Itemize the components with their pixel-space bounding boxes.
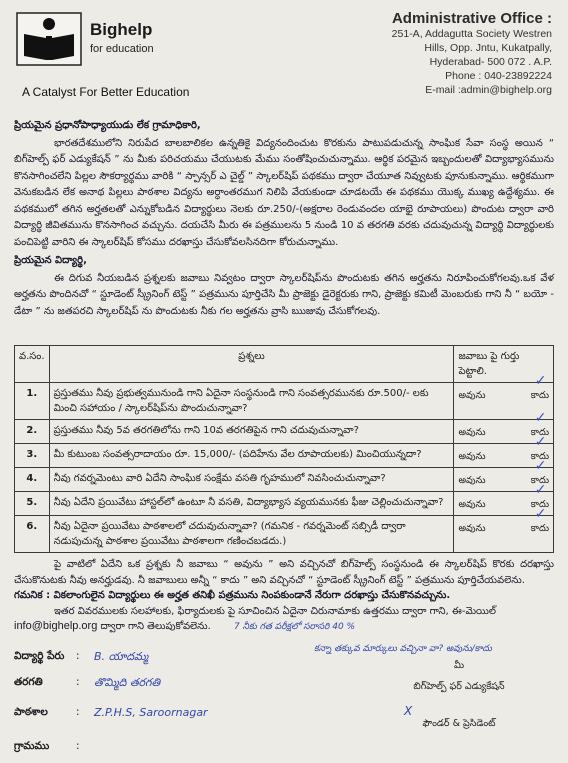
school-label: పాఠశాల xyxy=(14,706,48,718)
handwritten-note: 7 నీకు గత పరీక్షలో సరాసరి 40 % xyxy=(234,622,356,632)
school-value[interactable]: Z.P.H.S, Saroornagar xyxy=(94,706,208,719)
bighelp-logo-icon xyxy=(16,12,82,66)
answer-cell xyxy=(454,506,554,553)
check-mark-icon: ✓ xyxy=(534,482,547,498)
question-text: ప్రస్తుతము నీవు 5వ తరగతిలోను గాని 10వ తరగతిపైన గాని చదువుచున్నావా? xyxy=(49,420,454,444)
question-number: 1. xyxy=(15,383,50,420)
question-number: 5. xyxy=(15,492,50,516)
signature-organization: బిగ్‌హెల్ప్ ఫర్ ఎడ్యుకేషన్ xyxy=(413,681,505,692)
eligibility-table xyxy=(14,345,554,553)
office-email: E-mail :admin@bighelp.org xyxy=(425,84,552,96)
handwritten-question: కన్నా తక్కువ మార్కులు వచ్చినా వా? అవును/కాదు xyxy=(314,644,492,654)
student-name-value[interactable]: B. యాదమ్మ xyxy=(94,650,149,663)
brand-subtitle: for education xyxy=(90,43,154,55)
office-line: 251-A, Addagutta Society Westren xyxy=(391,28,552,40)
table-row xyxy=(15,420,554,444)
brand-name: Bighelp xyxy=(90,20,153,39)
answer-no-option[interactable]: కాదు xyxy=(530,451,549,462)
village-row: గ్రామము : xyxy=(14,740,554,758)
office-phone: Phone : 040-23892224 xyxy=(445,70,552,82)
check-mark-icon: ✓ xyxy=(534,434,547,450)
salutation-student: ప్రియమైన విద్యార్థి, xyxy=(14,255,87,266)
tagline: A Catalyst For Better Education xyxy=(22,85,190,99)
salutation-headmaster: ప్రియమైన ప్రధానోపాధ్యాయుడు లేక గ్రామాధికారి, xyxy=(14,120,201,131)
answer-yes-option[interactable]: అవును xyxy=(458,523,486,534)
letter-footer xyxy=(14,557,554,636)
check-mark-icon: ✓ xyxy=(534,373,547,389)
signature-mark: X xyxy=(404,704,413,718)
question-number: 2. xyxy=(15,420,50,444)
disqualification-paragraph: పై వాటిలో ఏదేని ఒక ప్రశ్నకు నీ జవాబు “ అవును ” అని వచ్చినచో బిగ్‌హెల్ప్ సంస్థనుండి ఈ స్కాలర్‌షిప్ కొరకు దరఖాస్తు చేసుకొనుటకు నీవు అనర్హుడవు. నీ జవాబులు అన్నీ “ కాదు ” అని వచ్చినచో “ స్టూడెంట్ స్క్రీనింగ్ టెస్ట్ ” పత్రమును పూర్తిచేయవలెను. xyxy=(14,559,554,586)
class-row: తరగతి : తొమ్మిది తరగతి xyxy=(14,676,554,694)
office-address xyxy=(392,10,552,97)
office-line: Hills, Opp. Jntu, Kukatpally, xyxy=(424,42,552,54)
question-number: 4. xyxy=(15,468,50,492)
column-header-answer: జవాబు పై గుర్తు పెట్టాలి. xyxy=(454,346,554,383)
instructions-paragraph: ఈ దిగువ నీయబడిన ప్రశ్నలకు జవాబు నివ్వటం ద్వారా స్కాలర్‌షిప్‌ను పొందుటకు తగిన అర్హతను నిరూపించుకోగలవు.ఒక వేళ అర్హతను పొందినచో “ స్టూడెంట్ స్క్రీనింగ్ టెస్ట్ ” పత్రమును పూర్తిచేసి మీ ప్రాజెక్టు డైరెక్టరుకు గాని, ప్రాజెక్టు కమిటీ మెంబరుకు గాని నీ “ బయో - డేటా ” ను జతపరచి స్కాలర్‌షిప్ ను పొందుటకు నీకు గల అర్హతను వ్రాసి ఋజువు చేసుకోగలవు. xyxy=(14,272,554,317)
question-text: ప్రస్తుతము నీవు ప్రభుత్వమునుండి గాని ఏదైనా సంస్థనుండి గాని సంవత్సరమునకు రూ.500/- లకు మించి సహాయం / స్కాలర్‌షిప్‌ను పొందుచున్నావా? xyxy=(49,383,454,420)
table-row xyxy=(15,383,554,420)
check-mark-icon: ✓ xyxy=(534,410,547,426)
column-header-questions: ప్రశ్నలు xyxy=(49,346,454,383)
check-mark-icon: ✓ xyxy=(534,506,547,522)
answer-yes-option[interactable]: అవును xyxy=(458,390,486,401)
class-value[interactable]: తొమ్మిది తరగతి xyxy=(94,676,161,689)
office-line: Hyderabad- 500 072 . A.P. xyxy=(429,56,552,68)
office-title: Administrative Office : xyxy=(391,10,552,27)
intro-paragraph: భారతదేశములోని నిరుపేద బాలబాలికల ఉన్నతికై విద్యనందించుట కొరకును పాటుపడుచున్న సాంఘిక సేవా సంస్థ అయిన “ బిగ్‌హెల్ప్ ఫర్ ఎడ్యుకేషన్ ” ను మీకు పరిచయము చేయుటకు మేము సంతోషించుచున్నాము. ఆర్థిక పరమైన ఇబ్బందులతో విద్యాభ్యాసమును కొనసాగించలేని పిల్లల సౌకర్యార్థము వారికి “ స్పాన్సర్ ఎ చైల్డ్ ” స్కాలర్‌షిప్ పథకము ద్వారా చేయూత నివ్వుటకు పూనుకున్నాము. ఆర్థికముగా వెనుకబడిన లేక అనాథ పిల్లలు పాఠశాల విద్యను అర్ధాంతరముగ నిలిపి వేయకుండా చూడటయే ఈ పథకము యొక్క ముఖ్య ఉద్దేశ్యము. ఈ పథకములో తగిన అర్హతలతో ఎన్నుకోబడిన విద్యార్థులు నెలకు రూ.250/-(అక్షరాల రెండువందల యాభై రూపాయలు) పొందుట ద్వారా వారి విద్యార్థి జీవితమును కొనసాగించ వచ్చును. దయచేసి మీరు ఈ పత్రములను 5 నుండి 10 వ తరగతి వరకు చదువుచున్న విద్యార్థి విద్యార్థులకు పంచిపెట్టి వారిని ఈ స్కాలర్‌షిప్ కోసము దరఖాస్తు చేసుకోవలసినదిగా కోరుచున్నాము. xyxy=(14,137,554,248)
question-text: నీవు ఏదైనా ప్రయివేటు పాఠశాలలో చదువుచున్నావా? (గమనిక - గవర్నమెంట్ సబ్సిడీ ద్వారా నడుపుచున్న పాఠశాల ప్రయివేటు పాఠశాలగా గణించబడదు.) xyxy=(49,516,454,553)
table-row xyxy=(15,516,554,553)
student-name-row: విద్యార్థి పేరు : B. యాదమ్మ xyxy=(14,650,554,668)
question-text: మీ కుటుంబ సంవత్సరాదాయం రూ. 15,000/- (పదిహేను వేల రూపాయలకు) మించియున్నదా? xyxy=(49,444,454,468)
question-text: నీవు ఏదేని ప్రయివేటు హాస్టల్‌లో ఉంటూ నీ వసతి, విద్యాభ్యాస వ్యయమునకు ఫీజు చెల్లించుచున్నావా? xyxy=(49,492,454,516)
signature-mee: మీ xyxy=(453,660,465,671)
signature-block xyxy=(384,660,534,731)
contact-paragraph: ఇతర వివరములకు సలహాలకు, ఫిర్యాదులకు పై సూచించిన ఏదైనా చిరునామాకు ఉత్తరము ద్వారా గాని, ఈ-మెయిల్ xyxy=(54,605,496,617)
school-row: పాఠశాల : Z.P.H.S, Saroornagar xyxy=(14,706,208,719)
question-text: నీవు గవర్నమెంటు వారి ఏదేని సాంఘిక సంక్షేమ వసతి గృహములో నివసించుచున్నావా? xyxy=(49,468,454,492)
answer-no-option[interactable]: కాదు xyxy=(530,499,549,510)
table-row xyxy=(15,468,554,492)
table-row xyxy=(15,444,554,468)
answer-no-option[interactable]: కాదు xyxy=(530,390,549,401)
contact-email-suffix: ద్వారా గాని తెలుపుకోవలెను. xyxy=(100,621,211,632)
letterhead xyxy=(10,8,558,108)
answer-no-option[interactable]: కాదు xyxy=(530,523,549,534)
answer-no-option[interactable]: కాదు xyxy=(530,427,549,438)
table-row xyxy=(15,492,554,516)
answer-yes-option[interactable]: అవును xyxy=(458,499,486,510)
signature-role: ఫౌండర్ & ప్రెసిడెంట్ xyxy=(422,718,496,729)
answer-no-option[interactable]: కాదు xyxy=(530,475,549,486)
answer-yes-option[interactable]: అవును xyxy=(458,451,486,462)
answer-yes-option[interactable]: అవును xyxy=(458,475,486,486)
note-disabled: గమనిక : వికలాంగులైన విద్యార్థులు ఈ అర్హత తనిఖీ పత్రమును నింపకుండానే నేరుగా దరఖాస్తు చేసుకొనవచ్చును. xyxy=(14,590,451,601)
answer-yes-option[interactable]: అవును xyxy=(458,427,486,438)
check-mark-icon: ✓ xyxy=(534,458,547,474)
letter-body xyxy=(14,118,554,320)
contact-email[interactable]: info@bighelp.org xyxy=(14,620,98,632)
class-label: తరగతి xyxy=(14,676,43,688)
student-name-label: విద్యార్థి పేరు xyxy=(14,650,65,662)
village-label: గ్రామము xyxy=(14,740,50,752)
question-number: 6. xyxy=(15,516,50,553)
column-header-number: వ.సం. xyxy=(15,346,50,383)
question-number: 3. xyxy=(15,444,50,468)
